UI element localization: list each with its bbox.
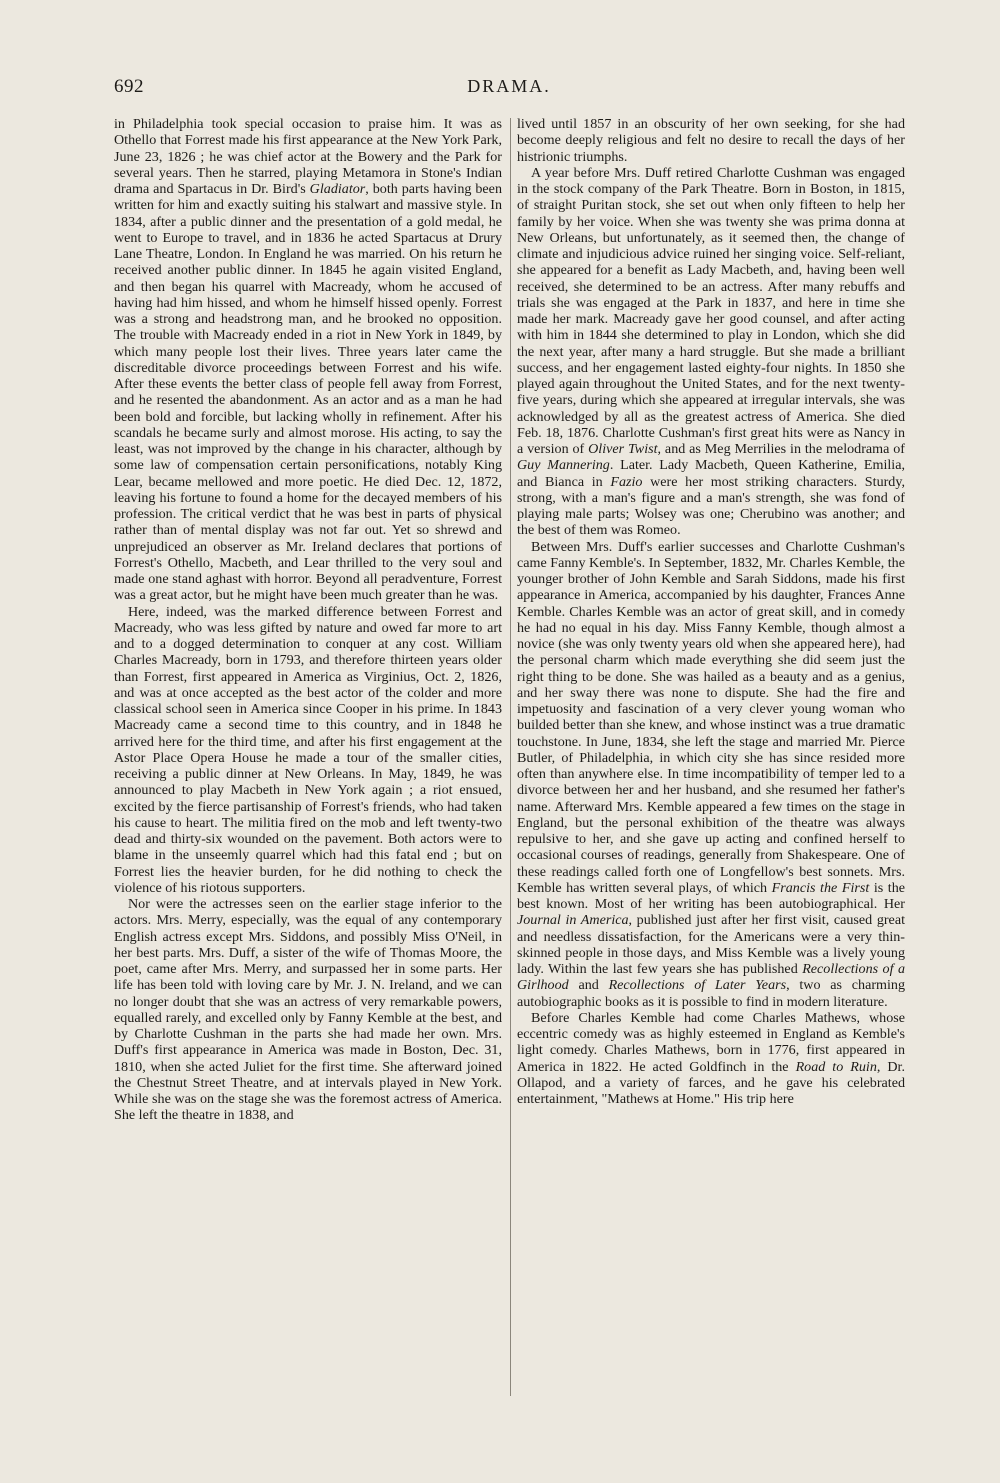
running-head: DRAMA. — [467, 76, 551, 96]
text-run: Between Mrs. Duff's earlier successes and Charlotte Cushman's came Fanny Kemble's. In September, 1832, Mr. Charles Kemble, the younger brother of John Kemble and Sarah Siddons, made his first appearance in America, accompanied by his daughter, Frances Anne Kemble. Charles Kemble was an actor of great skill, and in comedy he had no equal in his day. Miss Fanny Kemble, though almost a novice (she was only twenty years old when she appeared here), had the personal charm which made everything she did seem just the right thing to be done. She was hailed as a beauty and as a genius, and her sway there was none to dispute. She had the fire and impetuosity and fascination of a very clever young woman who builded better than she knew, and whose instinct was a true dramatic touchstone. In June, 1834, she left the stage and married Mr. Pierce Butler, of Philadelphia, in which city she has since resided more often than anywhere else. In time incompatibility of temper led to a divorce between her and her husband, and she resumed her father's name. Afterward Mrs. Kemble appeared a few times on the stage in England, but the personal exhibition of the theatre was always repulsive to her, and she gave up acting and confined herself to occasional courses of readings, generally from Shakespeare. One of these readings called forth one of Longfellow's best sonnets. Mrs. Kemble has written several plays, of which — [517, 538, 905, 896]
italic-title: Oliver Twist — [588, 441, 658, 457]
italic-title: Fazio — [610, 473, 643, 490]
text-run: , both parts having been written for him and exactly suiting his stalwart and massive style. In 1834, after a public dinner and the presentation of a gold medal, he went to Europe to travel, and in 1836 he acted Spartacus at Drury Lane Theatre, London. In England he was married. On his return he received another public dinner. In 1845 he again visited England, and then began his quarrel with Macready, whom he accused of having had him hissed, and whom he himself hissed openly. Forrest was a strong and headstrong man, and he brooked no opposition. The trouble with Macready ended in a riot in New York in 1849, by which many people lost their lives. Three years later came the discreditable divorce proceedings between Forrest and his wife. After these events the better class of people fell away from Forrest, and he resented the abandonment. As an actor and as a man he had been bold and forcible, but lacking wholly in refinement. After his scandals he became surly and almost morose. His acting, to say the least, was not improved by the change in his character, although by some law of compensation certain personifications, notably King Lear, became mellowed and more poetic. He died Dec. 12, 1872, leaving his fortune to found a home for the decayed members of his profession. The critical verdict that he was best in parts of physical rather than of mental display was not far out. Yet so shrewd and unprejudiced an observer as Mr. Ireland declares that portions of Forrest's Othello, Macbeth, and Lear thrilled to the very soul and made one stand aghast with horror. Beyond all peradventure, Forrest was a great actor, but he might have been much greater than he was. — [114, 181, 502, 604]
left-paragraph-2: Here, indeed, was the marked difference between Forrest and Macready, who was less gifted by nature and owed far more to art and to a dogged determination to conquer at any cost. William Charles Macready, born in 1793, and therefore thirteen years older than Forrest, first appeared in America as Virginius, Oct. 2, 1826, and was at once accepted as the best actor of the colder and more classical school seen in America since Cooper in his prime. In 1843 Macready came a second time to this country, and in 1848 he arrived here for the third time, and after his first engagement at the Astor Place Opera House he made a tour of the smaller cities, receiving a public dinner at New Orleans. In May, 1849, he was announced to play Macbeth in New York again ; a riot ensued, excited by the fierce partisanship of Forrest's friends, who had taken his cause to heart. The militia fired on the mob and left twenty-two dead and thirty-six wounded on the pavement. Both actors were to blame in the unseemly quarrel which had this fatal end ; but on Forrest lies the heavier burden, for he did nothing to check the violence of his riotous supporters. — [114, 603, 502, 896]
italic-title: Gladiator — [309, 181, 366, 197]
text-run: , two as charming autobiographic books as it is possible to find in modern literature. — [517, 977, 906, 1010]
right-paragraph-4 — [517, 1010, 905, 1108]
text-run: Before Charles Kemble had come Charles Mathews, whose eccentric comedy was as highly esteemed in England as Kemble's light comedy. Charles Mathews, born in 1776, first appeared in America in 1822. He acted Goldfinch in the — [517, 1009, 905, 1075]
text-run: , Dr. Ollapod, and a variety of farces, and he gave his celebrated entertainment, "Mathews at Home." His trip here — [517, 1058, 905, 1107]
text-run: and — [568, 977, 609, 994]
text-run: is the best known. Most of her writing has been autobiographical. Her — [517, 879, 905, 912]
page-number: 692 — [114, 76, 144, 97]
left-column — [114, 116, 502, 1124]
text-run: were her most striking characters. Sturdy, strong, with a man's figure and a man's strength, she was fond of playing male parts; Wolsey was one; Cherubino was another; and the best of them was Romeo. — [517, 473, 906, 539]
text-run: A year before Mrs. Duff retired Charlotte Cushman was engaged in the stock company of the Park Theatre. Born in Boston, in 1815, of straight Puritan stock, she set out when only fifteen to help her family by her voice. When she was twenty she was prima donna at New Orleans, but unfortunately, as it seemed then, the change of climate and injudicious advice ruined her singing voice. Self-reliant, she appeared for a benefit as Lady Macbeth, and, having been well received, she determined to be an actress. After many rebuffs and trials she was engaged at the Park in 1837, and here in time she made her mark. Macready gave her good counsel, and after acting with him in 1844 she determined to play in London, which she did the next year, after many a hard struggle. But she made a brilliant success, and her engagement lasted eighty-four nights. In 1850 she played again throughout the United States, and for the next twenty-five years, during which she appeared at irregular intervals, she was acknowledged by all as the greatest actress of America. She died Feb. 18, 1876. Charlotte Cushman's first great hits were as Nancy in a version of — [517, 164, 905, 457]
italic-title: Guy Mannering — [517, 457, 610, 474]
text-run: , published just after her first visit, caused great and needless dissatisfaction, for the Americans were a very thin-skinned people in those days, and Miss Kemble was a lively young lady. Within the last few years she has published — [517, 912, 905, 977]
text-run: , and as Meg Merrilies in the melodrama of — [657, 441, 905, 457]
right-paragraph-2 — [517, 165, 905, 539]
italic-title: Journal in America — [517, 912, 629, 929]
left-paragraph-3: Nor were the actresses seen on the earlier stage inferior to the actors. Mrs. Merry, especially, was the equal of any contemporary English actress except Mrs. Siddons, and possibly Miss O'Neil, in her best parts. Mrs. Duff, a sister of the wife of Thomas Moore, the poet, came after Mrs. Merry, and surpassed her in some parts. Her life has been told with loving care by Mr. J. N. Ireland, and we can no longer doubt that she was an actress of very remarkable powers, equalled rarely, and excelled only by Fanny Kemble at the best, and by Charlotte Cushman in the parts she had made her own. Mrs. Duff's first appearance in America was made in Boston, Dec. 31, 1810, when she acted Juliet for the first time. She afterward joined the Chestnut Street Theatre, and at intervals played in New York. While she was on the stage she was the foremost actress of America. She left the theatre in 1838, and — [114, 896, 502, 1124]
italic-title: Recollections of a Girlhood — [517, 961, 905, 994]
italic-title: Recollections of Later Years — [608, 977, 787, 994]
italic-title: Francis the First — [771, 879, 870, 896]
right-paragraph-3 — [517, 539, 905, 1010]
page-header — [114, 76, 904, 102]
italic-title: Road to Ruin — [795, 1058, 877, 1075]
left-paragraph-1 — [114, 116, 502, 604]
column-divider — [510, 118, 511, 1396]
right-paragraph-1: lived until 1857 in an obscurity of her own seeking, for she had become deeply religious and felt no desire to recall the days of her histrionic triumphs. — [517, 116, 905, 165]
text-run: . Later. Lady Macbeth, Queen Katherine, Emilia, and Bianca in — [517, 457, 905, 490]
right-column — [517, 116, 905, 1107]
text-run: in Philadelphia took special occasion to praise him. It was as Othello that Forrest made his first appearance at the New York Park, June 23, 1826 ; he was chief actor at the Bowery and the Park for several years. Then he starred, playing Metamora in Stone's Indian drama and Spartacus in Dr. Bird's — [114, 116, 502, 197]
